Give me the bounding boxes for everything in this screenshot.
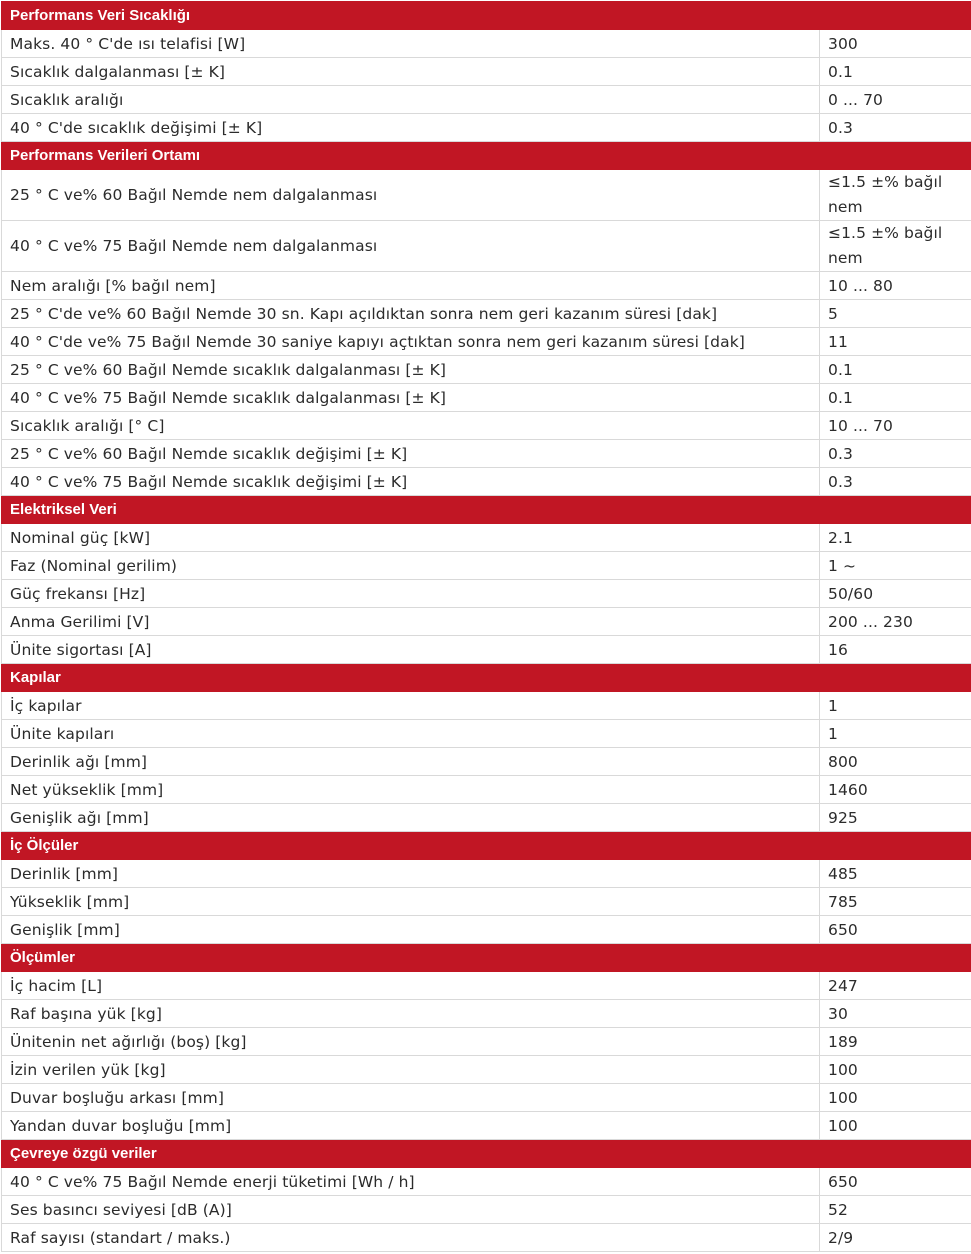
spec-value: 50/60 — [820, 580, 971, 608]
spec-label: Sıcaklık dalgalanması [± K] — [2, 58, 820, 86]
spec-label: Derinlik ağı [mm] — [2, 748, 820, 776]
section-header-row — [2, 2, 971, 30]
spec-row — [2, 580, 971, 608]
spec-table — [1, 1, 971, 1252]
section-header-row — [2, 664, 971, 692]
section-title: Çevreye özgü veriler — [2, 1140, 971, 1168]
spec-value: 800 — [820, 748, 971, 776]
spec-row — [2, 412, 971, 440]
spec-value: 1 ~ — [820, 552, 971, 580]
spec-label: Güç frekansı [Hz] — [2, 580, 820, 608]
spec-value: 10 ... 80 — [820, 272, 971, 300]
spec-row — [2, 608, 971, 636]
spec-value: 189 — [820, 1028, 971, 1056]
spec-value: 11 — [820, 328, 971, 356]
spec-value: 300 — [820, 30, 971, 58]
spec-row — [2, 804, 971, 832]
section-header-row — [2, 496, 971, 524]
spec-value: 0.1 — [820, 58, 971, 86]
spec-value: 0 ... 70 — [820, 86, 971, 114]
spec-value: 1 — [820, 720, 971, 748]
spec-label: Ünite kapıları — [2, 720, 820, 748]
spec-row — [2, 1196, 971, 1224]
spec-row — [2, 1112, 971, 1140]
section-title: İç Ölçüler — [2, 832, 971, 860]
spec-label: 25 ° C ve% 60 Bağıl Nemde nem dalgalanması — [2, 170, 820, 221]
spec-row — [2, 552, 971, 580]
spec-label: İç kapılar — [2, 692, 820, 720]
spec-row — [2, 440, 971, 468]
spec-label: Anma Gerilimi [V] — [2, 608, 820, 636]
spec-label: Net yükseklik [mm] — [2, 776, 820, 804]
spec-row — [2, 114, 971, 142]
spec-value: 247 — [820, 972, 971, 1000]
spec-label: Yükseklik [mm] — [2, 888, 820, 916]
spec-label: Ünite sigortası [A] — [2, 636, 820, 664]
spec-value: 30 — [820, 1000, 971, 1028]
spec-value: ≤1.5 ±% bağıl nem — [820, 221, 971, 272]
spec-row — [2, 30, 971, 58]
spec-value: 52 — [820, 1196, 971, 1224]
spec-label: Genişlik ağı [mm] — [2, 804, 820, 832]
spec-row — [2, 636, 971, 664]
spec-label: 40 ° C ve% 75 Bağıl Nemde enerji tüketimi [Wh / h] — [2, 1168, 820, 1196]
spec-label: Ses basıncı seviyesi [dB (A)] — [2, 1196, 820, 1224]
spec-row — [2, 221, 971, 272]
spec-label: Raf sayısı (standart / maks.) — [2, 1224, 820, 1252]
spec-value: 0.3 — [820, 468, 971, 496]
spec-row — [2, 272, 971, 300]
spec-label: 40 ° C ve% 75 Bağıl Nemde sıcaklık değişimi [± K] — [2, 468, 820, 496]
spec-label: 40 ° C ve% 75 Bağıl Nemde sıcaklık dalgalanması [± K] — [2, 384, 820, 412]
spec-row — [2, 972, 971, 1000]
spec-label: Sıcaklık aralığı — [2, 86, 820, 114]
spec-row — [2, 916, 971, 944]
spec-table-body — [2, 2, 971, 1252]
spec-row — [2, 692, 971, 720]
spec-value: 100 — [820, 1084, 971, 1112]
spec-label: İç hacim [L] — [2, 972, 820, 1000]
spec-row — [2, 1028, 971, 1056]
spec-value: ≤1.5 ±% bağıl nem — [820, 170, 971, 221]
spec-value: 100 — [820, 1056, 971, 1084]
section-header-row — [2, 1140, 971, 1168]
spec-value: 650 — [820, 1168, 971, 1196]
spec-row — [2, 524, 971, 552]
spec-value: 5 — [820, 300, 971, 328]
spec-label: Maks. 40 ° C'de ısı telafisi [W] — [2, 30, 820, 58]
spec-label: 25 ° C'de ve% 60 Bağıl Nemde 30 sn. Kapı açıldıktan sonra nem geri kazanım süresi [dak] — [2, 300, 820, 328]
spec-row — [2, 888, 971, 916]
section-header-row — [2, 832, 971, 860]
spec-row — [2, 720, 971, 748]
spec-label: Genişlik [mm] — [2, 916, 820, 944]
spec-value: 925 — [820, 804, 971, 832]
spec-row — [2, 58, 971, 86]
spec-label: Yandan duvar boşluğu [mm] — [2, 1112, 820, 1140]
spec-value: 0.1 — [820, 384, 971, 412]
section-title: Performans Veri Sıcaklığı — [2, 2, 971, 30]
spec-row — [2, 468, 971, 496]
spec-row — [2, 328, 971, 356]
spec-label: Sıcaklık aralığı [° C] — [2, 412, 820, 440]
spec-label: Nominal güç [kW] — [2, 524, 820, 552]
spec-value: 0.1 — [820, 356, 971, 384]
spec-row — [2, 1056, 971, 1084]
spec-label: 40 ° C'de sıcaklık değişimi [± K] — [2, 114, 820, 142]
spec-row — [2, 776, 971, 804]
spec-label: Ünitenin net ağırlığı (boş) [kg] — [2, 1028, 820, 1056]
spec-label: Faz (Nominal gerilim) — [2, 552, 820, 580]
section-header-row — [2, 142, 971, 170]
spec-row — [2, 1224, 971, 1252]
spec-row — [2, 300, 971, 328]
spec-label: 40 ° C ve% 75 Bağıl Nemde nem dalgalanması — [2, 221, 820, 272]
spec-value: 200 ... 230 — [820, 608, 971, 636]
section-title: Ölçümler — [2, 944, 971, 972]
spec-label: 25 ° C ve% 60 Bağıl Nemde sıcaklık dalgalanması [± K] — [2, 356, 820, 384]
section-header-row — [2, 944, 971, 972]
section-title: Kapılar — [2, 664, 971, 692]
spec-value: 2/9 — [820, 1224, 971, 1252]
spec-row — [2, 1168, 971, 1196]
spec-row — [2, 170, 971, 221]
spec-row — [2, 86, 971, 114]
spec-value: 0.3 — [820, 114, 971, 142]
spec-value: 0.3 — [820, 440, 971, 468]
spec-value: 650 — [820, 916, 971, 944]
spec-value: 10 ... 70 — [820, 412, 971, 440]
section-title: Performans Verileri Ortamı — [2, 142, 971, 170]
spec-row — [2, 1000, 971, 1028]
spec-row — [2, 748, 971, 776]
section-title: Elektriksel Veri — [2, 496, 971, 524]
spec-label: 40 ° C'de ve% 75 Bağıl Nemde 30 saniye kapıyı açtıktan sonra nem geri kazanım süresi [dak] — [2, 328, 820, 356]
spec-value: 100 — [820, 1112, 971, 1140]
spec-label: İzin verilen yük [kg] — [2, 1056, 820, 1084]
spec-value: 785 — [820, 888, 971, 916]
spec-value: 16 — [820, 636, 971, 664]
spec-row — [2, 860, 971, 888]
spec-label: Duvar boşluğu arkası [mm] — [2, 1084, 820, 1112]
spec-value: 485 — [820, 860, 971, 888]
spec-label: Derinlik [mm] — [2, 860, 820, 888]
spec-row — [2, 384, 971, 412]
spec-row — [2, 1084, 971, 1112]
spec-label: Raf başına yük [kg] — [2, 1000, 820, 1028]
spec-label: 25 ° C ve% 60 Bağıl Nemde sıcaklık değişimi [± K] — [2, 440, 820, 468]
spec-label: Nem aralığı [% bağıl nem] — [2, 272, 820, 300]
spec-value: 1 — [820, 692, 971, 720]
spec-value: 2.1 — [820, 524, 971, 552]
spec-value: 1460 — [820, 776, 971, 804]
spec-row — [2, 356, 971, 384]
